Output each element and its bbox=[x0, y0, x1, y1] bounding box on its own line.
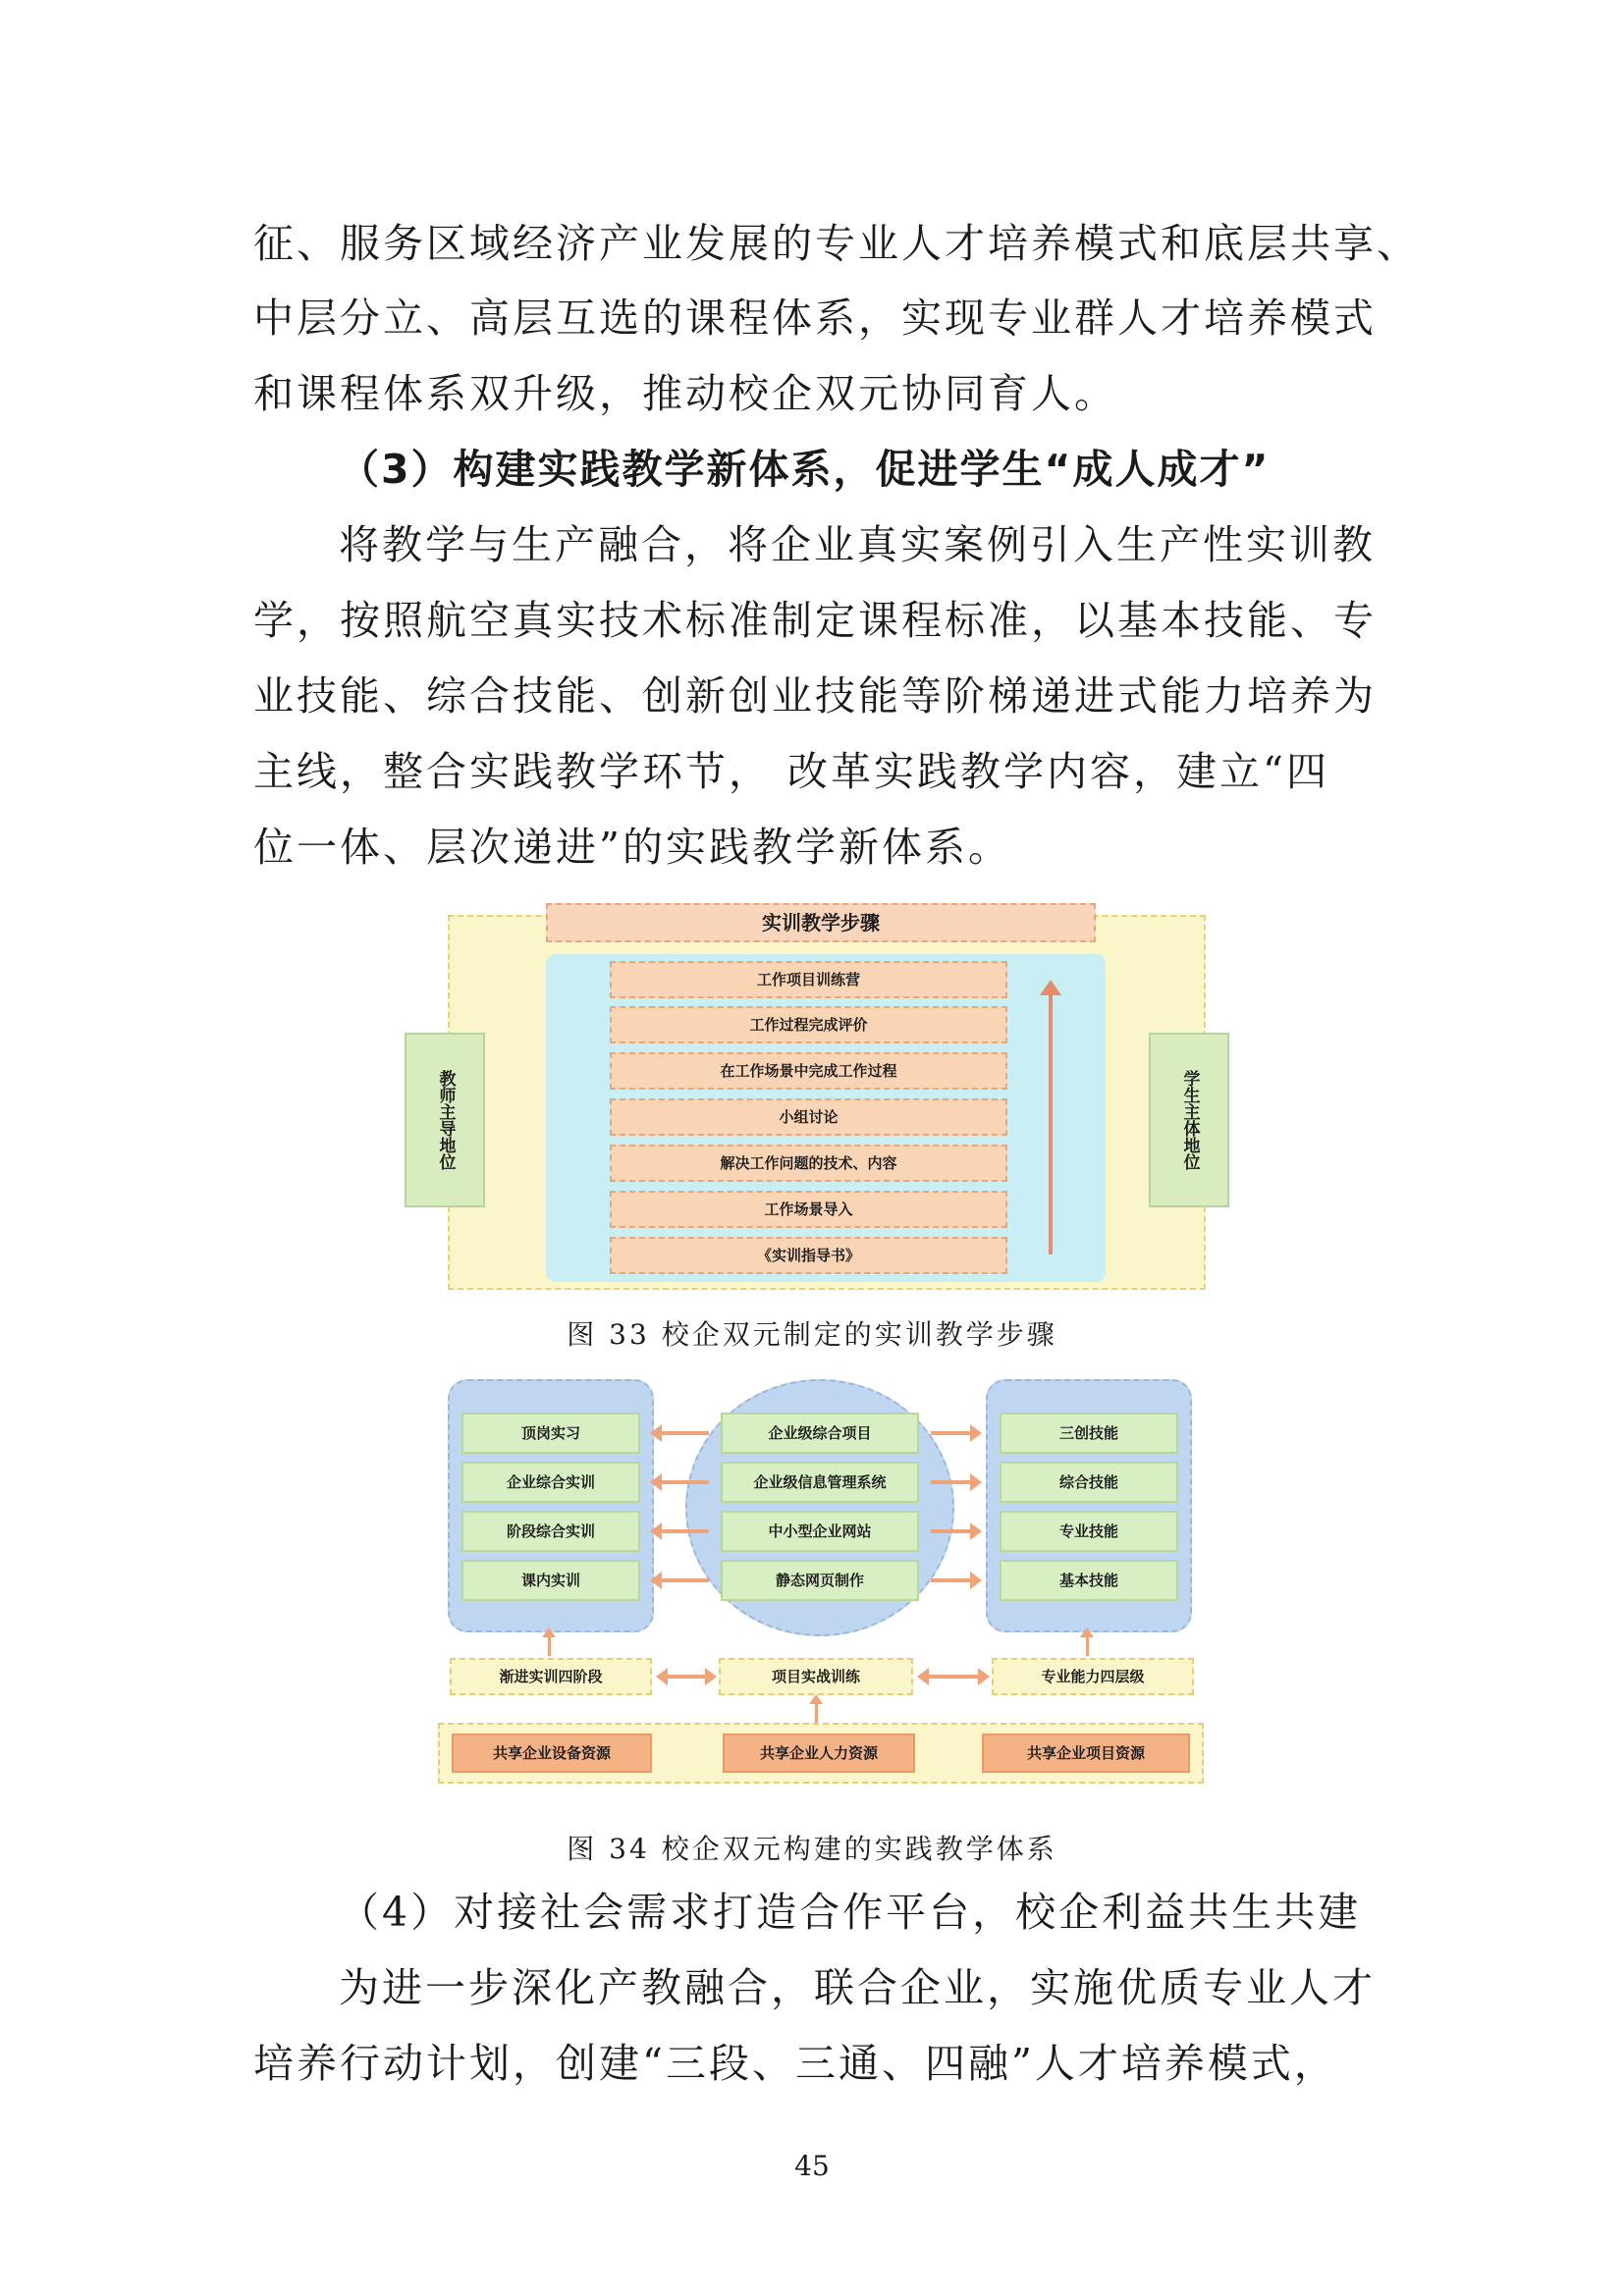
mid-row-item: 专业能力四层级 bbox=[992, 1658, 1194, 1695]
figure-33-training-steps bbox=[435, 903, 1206, 1290]
resource-item: 共享企业设备资源 bbox=[452, 1734, 652, 1773]
arrow-left-icon bbox=[660, 1480, 709, 1484]
center-item: 中小型企业网站 bbox=[721, 1511, 919, 1552]
mid-row-item: 渐进实训四阶段 bbox=[450, 1658, 652, 1695]
body-text-line: 为进一步深化产教融合，联合企业，实施优质专业人才 bbox=[339, 1964, 1376, 2011]
mid-row-item: 项目实战训练 bbox=[719, 1658, 913, 1695]
arrow-right-icon bbox=[931, 1480, 972, 1484]
body-text-line: 培养行动计划，创建“三段、三通、四融”人才培养模式， bbox=[253, 2040, 1337, 2087]
right-item: 三创技能 bbox=[1000, 1413, 1178, 1454]
double-arrow-icon bbox=[666, 1675, 707, 1679]
section-heading: （3）构建实践教学新体系，促进学生“成人成才” bbox=[339, 446, 1271, 493]
figure-33-caption: 图 33 校企双元制定的实训教学步骤 bbox=[567, 1318, 1057, 1351]
teacher-role-label: 教师主导地位 bbox=[405, 1033, 485, 1207]
training-step: 解决工作问题的技术、内容 bbox=[610, 1145, 1007, 1182]
right-item: 专业技能 bbox=[1000, 1511, 1178, 1552]
training-step: 《实训指导书》 bbox=[610, 1237, 1007, 1274]
student-role-label: 学生主体地位 bbox=[1149, 1033, 1229, 1207]
arrow-right-icon bbox=[931, 1431, 972, 1435]
body-text-line: 位一体、层次递进”的实践教学新体系。 bbox=[253, 824, 1011, 871]
training-step: 工作过程完成评价 bbox=[610, 1006, 1007, 1043]
left-item: 顶岗实习 bbox=[461, 1413, 640, 1454]
arrow-up-icon bbox=[815, 1703, 818, 1725]
body-text-line: 中层分立、高层互选的课程体系，实现专业群人才培养模式 bbox=[253, 294, 1377, 342]
resource-item: 共享企业项目资源 bbox=[982, 1734, 1190, 1773]
arrow-up-icon bbox=[1086, 1636, 1089, 1656]
arrow-right-icon bbox=[931, 1529, 972, 1533]
body-text-line: 征、服务区域经济产业发展的专业人才培养模式和底层共享、 bbox=[253, 220, 1420, 267]
training-step: 工作项目训练营 bbox=[610, 961, 1007, 998]
body-text-line: 和课程体系双升级，推动校企双元协同育人。 bbox=[253, 370, 1117, 417]
page-number: 45 bbox=[794, 2150, 830, 2182]
right-item: 综合技能 bbox=[1000, 1462, 1178, 1503]
up-arrow-icon bbox=[1049, 993, 1053, 1255]
arrow-left-icon bbox=[660, 1578, 709, 1582]
left-item: 阶段综合实训 bbox=[461, 1511, 640, 1552]
double-arrow-icon bbox=[927, 1675, 980, 1679]
center-item: 企业级信息管理系统 bbox=[721, 1462, 919, 1503]
left-item: 课内实训 bbox=[461, 1560, 640, 1601]
body-text-line: 学，按照航空真实技术标准制定课程标准，以基本技能、专 bbox=[253, 597, 1377, 644]
arrow-right-icon bbox=[931, 1578, 972, 1582]
body-text-line: 将教学与生产融合，将企业真实案例引入生产性实训教 bbox=[339, 521, 1376, 568]
resource-item: 共享企业人力资源 bbox=[723, 1734, 915, 1773]
left-item: 企业综合实训 bbox=[461, 1462, 640, 1503]
center-item: 静态网页制作 bbox=[721, 1560, 919, 1601]
center-item: 企业级综合项目 bbox=[721, 1413, 919, 1454]
arrow-left-icon bbox=[660, 1431, 709, 1435]
arrow-left-icon bbox=[660, 1529, 709, 1533]
section-heading: （4）对接社会需求打造合作平台，校企利益共生共建 bbox=[339, 1889, 1362, 1936]
body-text-line: 业技能、综合技能、创新创业技能等阶梯递进式能力培养为 bbox=[253, 672, 1377, 720]
right-item: 基本技能 bbox=[1000, 1560, 1178, 1601]
training-step: 小组讨论 bbox=[610, 1098, 1007, 1136]
training-step: 工作场景导入 bbox=[610, 1191, 1007, 1228]
training-step: 在工作场景中完成工作过程 bbox=[610, 1052, 1007, 1090]
figure-33-title: 实训教学步骤 bbox=[546, 903, 1096, 942]
figure-34-practice-system bbox=[438, 1379, 1204, 1784]
body-text-line: 主线，整合实践教学环节， 改革实践教学内容，建立“四 bbox=[253, 748, 1329, 795]
arrow-up-icon bbox=[548, 1636, 551, 1656]
figure-34-caption: 图 34 校企双元构建的实践教学体系 bbox=[567, 1833, 1057, 1865]
